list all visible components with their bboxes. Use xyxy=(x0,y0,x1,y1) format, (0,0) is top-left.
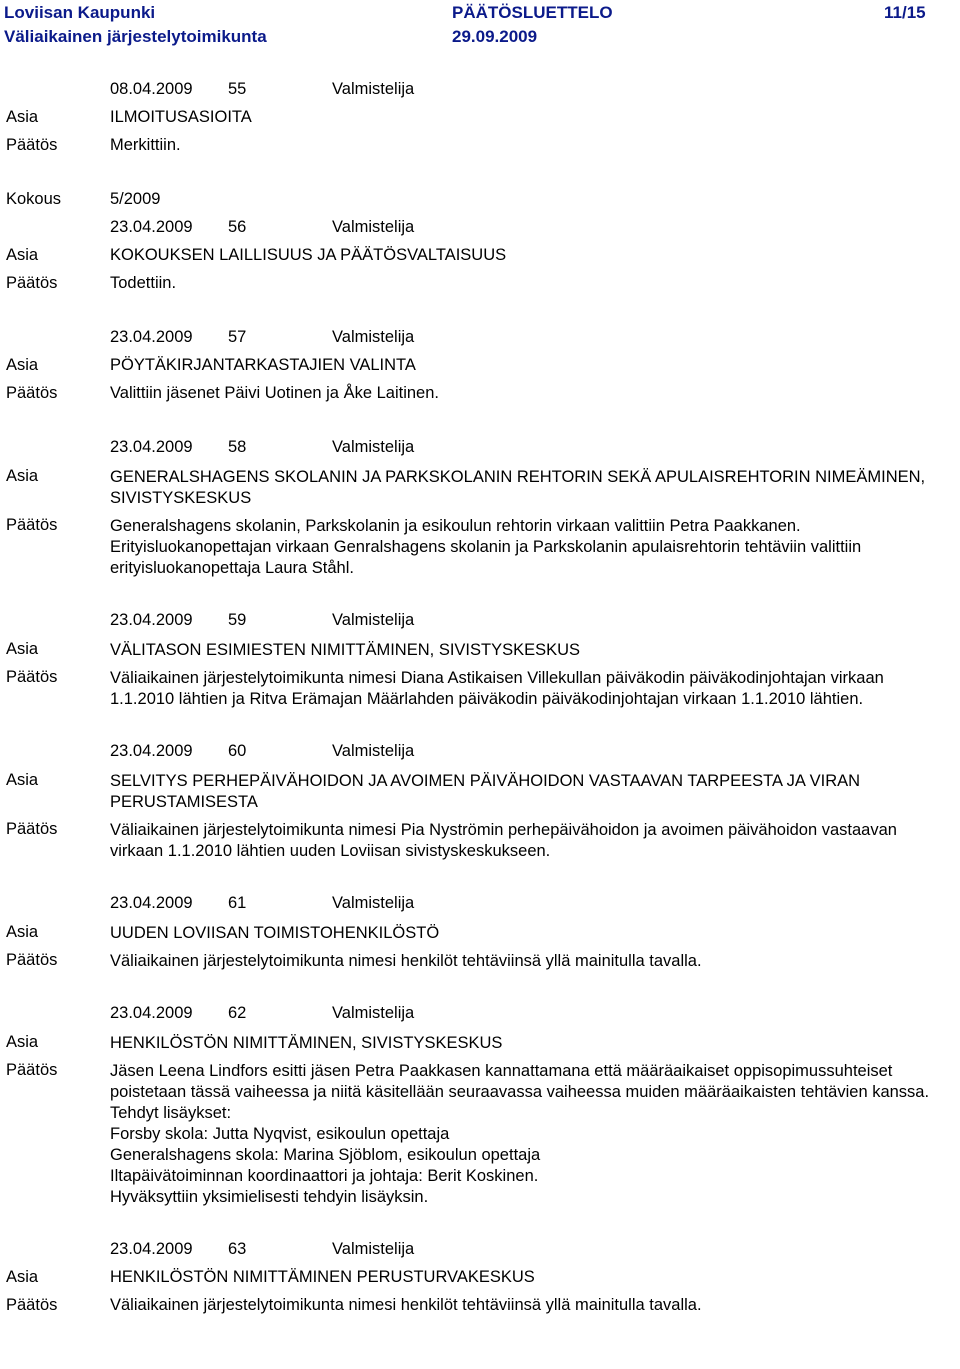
paatos-label: Päätös xyxy=(6,820,58,838)
item-number: 62 xyxy=(228,1004,247,1022)
item-date: 23.04.2009 xyxy=(110,1004,193,1022)
asia-label: Asia xyxy=(6,246,39,264)
item-date: 23.04.2009 xyxy=(110,894,193,912)
decision-list xyxy=(0,78,960,1322)
decision-item xyxy=(0,1002,960,1212)
decision-paragraph: Jäsen Leena Lindfors esitti jäsen Petra Paakkasen kannattamana että määräaikaiset oppisopimussuhteiset poistetaan tässä vaiheessa ja niitä käsitellään seuraavassa vaiheessa muiden määräaikaisten tehtävien kanssa. xyxy=(110,1062,930,1101)
item-decision: Todettiin. xyxy=(110,274,177,292)
asia-label: Asia xyxy=(6,1033,39,1051)
item-date: 23.04.2009 xyxy=(110,438,193,456)
paatos-label: Päätös xyxy=(6,1296,58,1314)
document-title: PÄÄTÖSLUETTELO xyxy=(452,3,613,22)
item-preparer: Valmistelija xyxy=(332,328,415,346)
item-decision: Väliaikainen järjestelytoimikunta nimesi henkilöt tehtäviinsä yllä mainitulla tavalla. xyxy=(110,952,702,970)
item-decision: Väliaikainen järjestelytoimikunta nimesi Diana Astikaisen Villekullan päiväkodin päiväkodinjohtajan virkaan 1.1.2010 lähtien ja Ritva Erämajan Määrlahden päiväkodin päiväkodinjohtajan virkaan 1.1.2010 lähtien. xyxy=(110,669,884,708)
item-number: 60 xyxy=(228,742,247,760)
paatos-label: Päätös xyxy=(6,274,58,292)
org-name: Loviisan Kaupunki xyxy=(4,3,156,22)
page-number: 11/15 xyxy=(884,3,926,22)
item-decision: Merkittiin. xyxy=(110,136,181,154)
item-preparer: Valmistelija xyxy=(332,80,415,98)
item-number: 57 xyxy=(228,328,247,346)
item-decision xyxy=(110,1061,930,1208)
paatos-label: Päätös xyxy=(6,136,58,154)
committee-name: Väliaikainen järjestelytoimikunta xyxy=(4,27,267,46)
asia-label: Asia xyxy=(6,1268,39,1286)
asia-label: Asia xyxy=(6,771,39,789)
decision-item xyxy=(0,326,960,410)
item-preparer: Valmistelija xyxy=(332,742,415,760)
decision-extra-line: Iltapäivätoiminnan koordinaattori ja johtaja: Berit Koskinen. xyxy=(110,1167,539,1185)
decision-extra-line: Generalshagens skola: Marina Sjöblom, esikoulun opettaja xyxy=(110,1146,541,1164)
item-subject: KOKOUKSEN LAILLISUUS JA PÄÄTÖSVALTAISUUS xyxy=(110,246,507,264)
item-decision: Väliaikainen järjestelytoimikunta nimesi Pia Nyströmin perhepäivähoidon ja avoimen päivähoidon vastaavan virkaan 1.1.2010 lähtien uuden Loviisan sivistyskeskukseen. xyxy=(110,821,897,860)
decision-extra-line: Forsby skola: Jutta Nyqvist, esikoulun opettaja xyxy=(110,1125,450,1143)
asia-label: Asia xyxy=(6,108,39,126)
decision-item xyxy=(0,78,960,162)
asia-label: Asia xyxy=(6,923,39,941)
item-decision: Väliaikainen järjestelytoimikunta nimesi henkilöt tehtäviinsä yllä mainitulla tavalla. xyxy=(110,1296,702,1314)
item-number: 61 xyxy=(228,894,247,912)
paatos-label: Päätös xyxy=(6,668,58,686)
asia-label: Asia xyxy=(6,640,39,658)
item-subject: GENERALSHAGENS SKOLANIN JA PARKSKOLANIN REHTORIN SEKÄ APULAISREHTORIN NIMEÄMINEN, SIVISTYSKESKUS xyxy=(110,468,926,507)
item-subject: SELVITYS PERHEPÄIVÄHOIDON JA AVOIMEN PÄIVÄHOIDON VASTAAVAN TARPEESTA JA VIRAN PERUSTAMISESTA xyxy=(110,772,861,811)
decision-item xyxy=(0,1238,960,1322)
item-date: 23.04.2009 xyxy=(110,611,193,629)
item-date: 23.04.2009 xyxy=(110,218,193,236)
paatos-label: Päätös xyxy=(6,516,58,534)
page-header xyxy=(0,0,960,52)
item-subject: UUDEN LOVIISAN TOIMISTOHENKILÖSTÖ xyxy=(110,924,440,942)
decision-item xyxy=(0,609,960,714)
item-subject: HENKILÖSTÖN NIMITTÄMINEN, SIVISTYSKESKUS xyxy=(110,1034,503,1052)
asia-label: Asia xyxy=(6,467,39,485)
decision-item xyxy=(0,892,960,976)
paatos-label: Päätös xyxy=(6,1061,58,1079)
item-subject: HENKILÖSTÖN NIMITTÄMINEN PERUSTURVAKESKUS xyxy=(110,1268,535,1286)
decision-extra-line: Hyväksyttiin yksimielisesti tehdyin lisäyksin. xyxy=(110,1188,429,1206)
decision-item xyxy=(0,436,960,583)
item-date: 23.04.2009 xyxy=(110,742,193,760)
decision-item xyxy=(0,740,960,866)
item-preparer: Valmistelija xyxy=(332,894,415,912)
paatos-label: Päätös xyxy=(6,951,58,969)
meeting-number: 5/2009 xyxy=(110,190,161,208)
asia-label: Asia xyxy=(6,356,39,374)
decision-extra-line: Tehdyt lisäykset: xyxy=(110,1104,232,1122)
item-date: 23.04.2009 xyxy=(110,328,193,346)
item-preparer: Valmistelija xyxy=(332,611,415,629)
document-date: 29.09.2009 xyxy=(452,27,538,46)
kokous-label: Kokous xyxy=(6,190,62,208)
item-preparer: Valmistelija xyxy=(332,1004,415,1022)
item-number: 59 xyxy=(228,611,247,629)
item-decision: Generalshagens skolanin, Parkskolanin ja esikoulun rehtorin virkaan valittiin Petra Paakkanen. Erityisluokanopettajan virkaan Genralshagens skolanin ja Parkskolanin apulaisrehtorin tehtäviin valittiin erityisluokanopettaja Laura Ståhl. xyxy=(110,517,862,577)
item-number: 55 xyxy=(228,80,247,98)
item-preparer: Valmistelija xyxy=(332,1240,415,1258)
item-preparer: Valmistelija xyxy=(332,218,415,236)
decision-item xyxy=(0,188,960,300)
item-decision: Valittiin jäsenet Päivi Uotinen ja Åke Laitinen. xyxy=(110,384,439,402)
item-number: 58 xyxy=(228,438,247,456)
paatos-label: Päätös xyxy=(6,384,58,402)
item-date: 23.04.2009 xyxy=(110,1240,193,1258)
item-number: 63 xyxy=(228,1240,247,1258)
item-preparer: Valmistelija xyxy=(332,438,415,456)
item-number: 56 xyxy=(228,218,247,236)
item-subject: ILMOITUSASIOITA xyxy=(110,108,252,126)
item-date: 08.04.2009 xyxy=(110,80,193,98)
item-subject: VÄLITASON ESIMIESTEN NIMITTÄMINEN, SIVISTYSKESKUS xyxy=(110,641,581,659)
item-subject: PÖYTÄKIRJANTARKASTAJIEN VALINTA xyxy=(110,356,416,374)
